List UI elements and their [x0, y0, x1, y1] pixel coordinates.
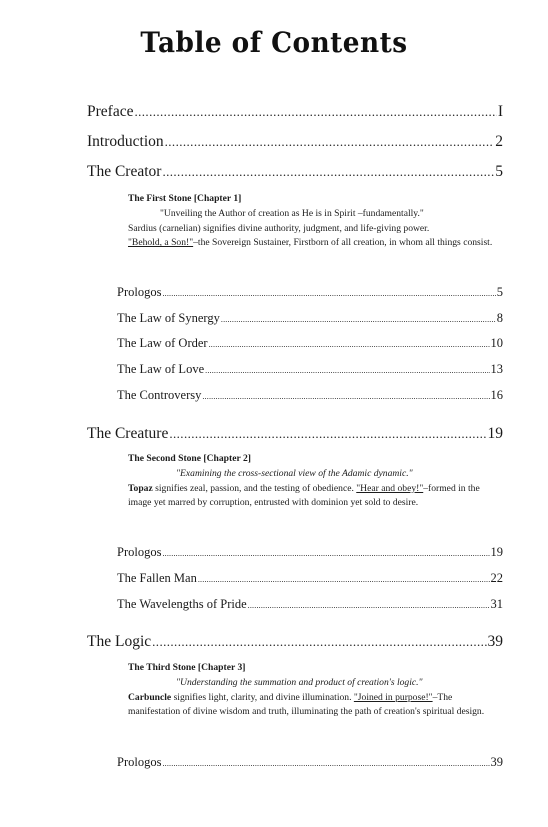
- chapter-cry: "Behold, a Son!": [128, 237, 194, 249]
- dot-leader: [202, 388, 489, 403]
- chapter-description: [128, 691, 500, 721]
- toc-subentry-prologos[interactable]: [117, 285, 503, 301]
- toc-entry-label: The Creature: [87, 425, 169, 442]
- chapter-stone-name: Carbuncle: [128, 691, 172, 703]
- dot-leader: [205, 362, 489, 377]
- chapter-heading: The First Stone [Chapter 1]: [128, 193, 242, 204]
- toc-entry-label: The Logic: [87, 633, 152, 650]
- toc-page-number: 13: [490, 362, 503, 376]
- chapter-heading: The Second Stone [Chapter 2]: [128, 453, 251, 464]
- toc-page-number: 19: [490, 545, 503, 559]
- toc-entry-label: The Law of Synergy: [117, 311, 220, 325]
- toc-page-number: 2: [495, 133, 503, 150]
- toc-page-number: 5: [496, 285, 503, 299]
- toc-subentry-prologos[interactable]: [117, 545, 503, 561]
- toc-entry-label: The Fallen Man: [117, 571, 197, 585]
- chapter-stone-name: Topaz: [128, 482, 153, 494]
- toc-entry-label: Prologos: [117, 545, 162, 559]
- toc-page-number: 16: [490, 388, 503, 402]
- toc-subentry-fallen-man[interactable]: [117, 571, 503, 587]
- chapter-2-summary: [128, 452, 500, 511]
- dot-leader: [162, 545, 489, 560]
- toc-entry-the-creature[interactable]: [87, 425, 503, 445]
- dot-leader: [162, 285, 495, 300]
- chapter-description-rest: –The manifestation of divine wisdom and truth, illuminating the path of creation's spiritual design.: [128, 691, 485, 718]
- dot-leader: [209, 336, 490, 351]
- chapter-quote: "Examining the cross-sectional view of the Adamic dynamic.": [176, 467, 413, 479]
- toc-entry-label: Introduction: [87, 133, 164, 150]
- toc-page-number: 10: [490, 336, 503, 350]
- dot-leader: [248, 597, 490, 612]
- chapter-heading: The Third Stone [Chapter 3]: [128, 662, 246, 673]
- toc-page-number: 39: [487, 633, 503, 650]
- chapter-cry: "Hear and obey!": [356, 482, 424, 494]
- chapter-quote: "Understanding the summation and product of creation's logic.": [176, 676, 423, 688]
- toc-page-number: I: [497, 103, 503, 120]
- toc-entry-label: Prologos: [117, 285, 162, 299]
- toc-entry-label: The Creator: [87, 163, 162, 180]
- chapter-description: [128, 482, 500, 512]
- toc-entry-label: The Law of Order: [117, 336, 208, 350]
- chapter-1-summary: [128, 192, 500, 251]
- dot-leader: [152, 633, 486, 651]
- chapter-3-summary: [128, 661, 500, 720]
- chapter-description-rest: –formed in the image yet marred by corruption, entrusted with dominion yet sold to desire.: [128, 482, 480, 509]
- toc-entry-preface[interactable]: [87, 103, 503, 123]
- chapter-description-rest: –the Sovereign Sustainer, Firstborn of all creation, in whom all things consist.: [193, 237, 493, 249]
- toc-page-number: 19: [487, 425, 503, 442]
- toc-entry-label: Prologos: [117, 755, 162, 769]
- toc-entry-the-logic[interactable]: [87, 633, 503, 653]
- toc-entry-label: Preface: [87, 103, 134, 120]
- dot-leader: [198, 571, 490, 586]
- chapter-quote: "Unveiling the Author of creation as He is in Spirit –fundamentally.": [160, 207, 424, 219]
- toc-subentry-law-of-synergy[interactable]: [117, 311, 503, 327]
- chapter-stone-line: Sardius (carnelian) signifies divine authority, judgment, and life-giving power.: [128, 222, 430, 234]
- chapter-stone-line: signifies light, clarity, and divine illumination.: [171, 691, 354, 703]
- toc-entry-label: The Wavelengths of Pride: [117, 597, 247, 611]
- dot-leader: [134, 103, 496, 121]
- dot-leader: [162, 755, 489, 770]
- toc-subentry-the-controversy[interactable]: [117, 388, 503, 404]
- dot-leader: [165, 133, 495, 151]
- toc-page-number: 31: [490, 597, 503, 611]
- dot-leader: [162, 163, 494, 181]
- toc-entry-the-creator[interactable]: [87, 163, 503, 183]
- chapter-description: [128, 236, 500, 251]
- toc-page-number: 39: [490, 755, 503, 769]
- toc-page-number: 22: [490, 571, 503, 585]
- chapter-stone-line: signifies zeal, passion, and the testing of obedience.: [152, 482, 357, 494]
- toc-subentry-prologos[interactable]: [117, 755, 503, 771]
- chapter-cry: "Joined in purpose!": [353, 691, 433, 703]
- page-title: Table of Contents: [140, 26, 408, 59]
- toc-subentry-law-of-order[interactable]: [117, 336, 503, 352]
- toc-entry-introduction[interactable]: [87, 133, 503, 153]
- toc-entry-label: The Law of Love: [117, 362, 205, 376]
- toc-page-number: 8: [496, 311, 503, 325]
- toc-subentry-wavelengths-of-pride[interactable]: [117, 597, 503, 613]
- dot-leader: [169, 425, 486, 443]
- toc-page-number: 5: [495, 163, 503, 180]
- toc-subentry-law-of-love[interactable]: [117, 362, 503, 378]
- toc-entry-label: The Controversy: [117, 388, 202, 402]
- dot-leader: [221, 311, 496, 326]
